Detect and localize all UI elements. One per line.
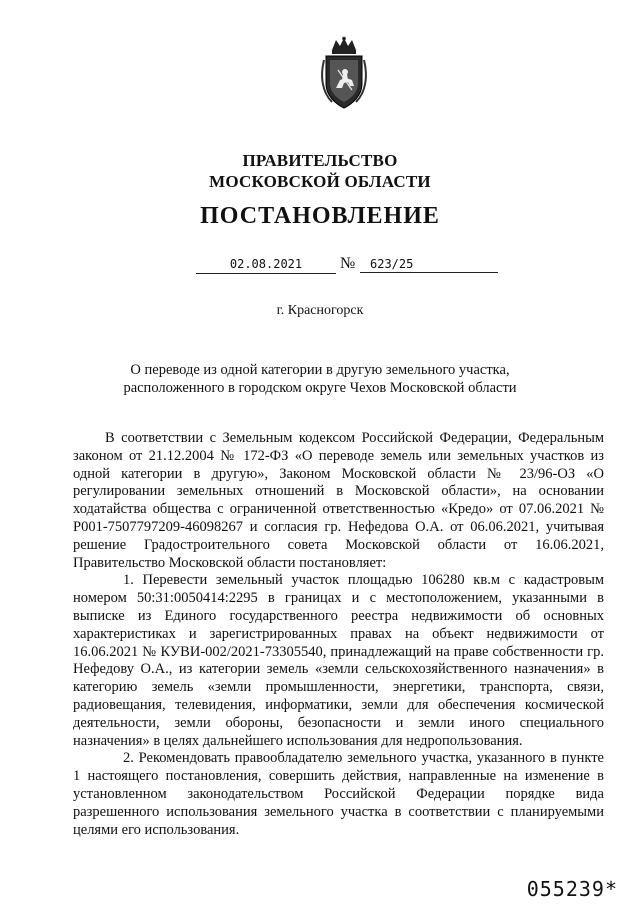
clause-2-paragraph: 2. Рекомендовать правообладателю земельного участка, указанного в пункте 1 настоящего постановления, совершить действия, направленные на изменение в установленном законодательством Российской Федерации порядке вида разрешенного использования земельного участка в соответствии с планируемыми целями его использования.	[73, 750, 604, 838]
serial-number: 055239*	[526, 877, 618, 901]
org-line-2: МОСКОВСКОЙ ОБЛАСТИ	[209, 172, 431, 191]
subject-line-2: расположенного в городском округе Чехов Московской области	[123, 380, 517, 396]
preamble-paragraph: В соответствии с Земельным кодексом Российской Федерации, Федеральным законом от 21.12.2004 № 172-ФЗ «О переводе земель или земельных участков из одной категории в другую», Законом Московской области № 23/96-ОЗ «О регулировании земельных отношений в Московской области», на основании ходатайства общества с ограниченной ответственностью «Кредо» от 07.06.2021 № Р001-7507797209-46098267 и согласия гр. Нефедова О.А. от 06.06.2021, учитывая решение Градостроительного совета Московской области от 16.06.2021, Правительство Московской области постановляет:	[73, 430, 604, 571]
org-line-1: ПРАВИТЕЛЬСТВО	[242, 151, 398, 170]
issue-city: г. Красногорск	[276, 303, 364, 318]
number-sign: №	[340, 255, 356, 272]
document-date: 02.08.2021	[196, 257, 336, 274]
government-title	[0, 150, 640, 192]
document-number: 623/25	[360, 257, 498, 273]
coat-of-arms-icon	[318, 36, 370, 112]
date-number-line	[0, 255, 640, 279]
document-body	[73, 430, 604, 839]
document-subject	[0, 361, 640, 397]
clause-1-paragraph: 1. Перевести земельный участок площадью 106280 кв.м с кадастровым номером 50:31:0050414:2295 в границах и с местоположением, указанными в выписке из Единого государственного реестра недвижимости об основных характеристиках и зарегистрированных правах на объект недвижимости от 16.06.2021 № КУВИ-002/2021-73305540, принадлежащий на праве собственности гр. Нефедову О.А., из категории земель «земли сельскохозяйственного назначения» в категорию земель «земли промышленности, энергетики, транспорта, связи, радиовещания, телевидения, информатики, земли для обеспечения космической деятельности, земли обороны, безопасности и земли иного специального назначения» в целях дальнейшего использования для недропользования.	[73, 572, 604, 749]
subject-line-1: О переводе из одной категории в другую земельного участка,	[130, 362, 510, 378]
document-type-heading: ПОСТАНОВЛЕНИЕ	[200, 203, 440, 229]
